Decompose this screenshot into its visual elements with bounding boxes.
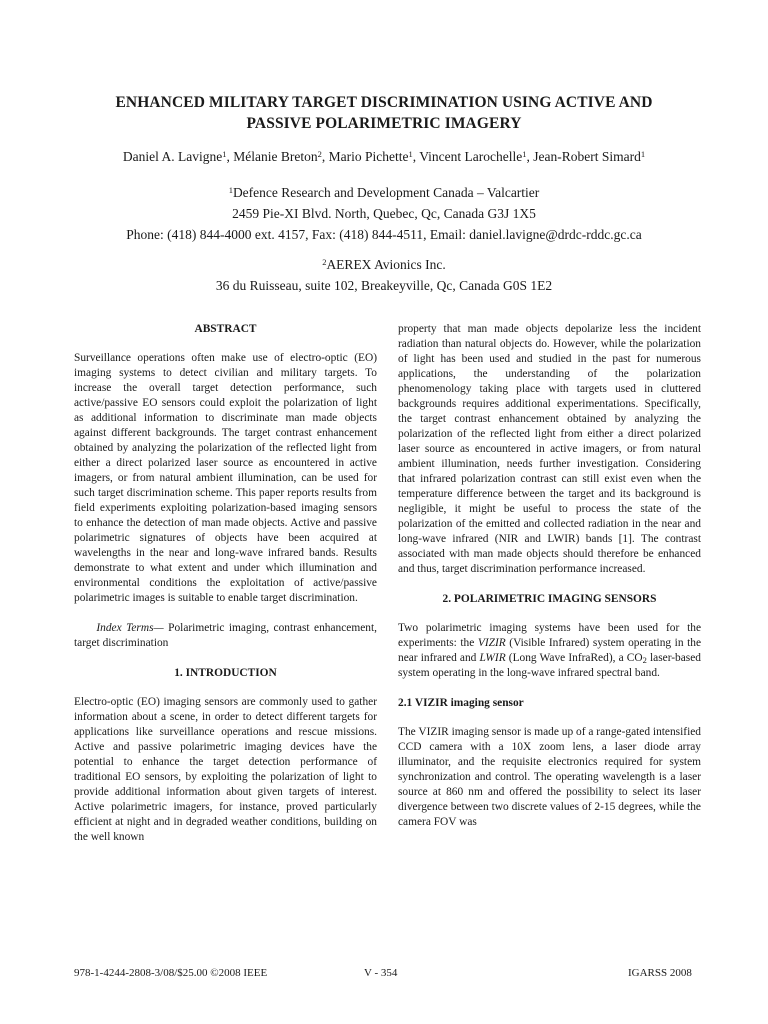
abstract-text: Surveillance operations often make use of electro-optic (EO) imaging systems to detect civilian and military targets. To increase the overall target detection performance, such active/passive EO sensors could exploit the polarization of light as additional information to discriminate man made objects against different backgrounds. The target contrast enhancement obtained by analyzing the polarization of the reflected light from either a direct polarized laser source as encountered in active imagers, or from natural ambient illumination, can be used for such target discrimination scheme. This paper reports results from field experiments exploiting polarization-based imaging sensors to enhance the detection of man made objects. Active and passive polarimetric signatures of objects have been acquired at wavelengths in the near and long-wave infrared bands. Results demonstrate to what extent and under which illumination and environmental conditions the exploitation of active/passive polarimetric images is suitable to enable target discrimination. [74,352,377,604]
vizir-text: The VIZIR imaging sensor is made up of a range-gated intensified CCD camera with a 10X zoom lens, a laser diode array illuminator, and the requisite electronics required for system synchronization and control. The operating wavelength is a laser source at 860 nm and offered the possibility to select its laser divergence between two discrete values of 2-15 degrees, while the camera FOV was [398,726,701,828]
footer-page-number: V - 354 [364,967,398,979]
footer-conference: IGARSS 2008 [628,967,692,979]
affiliation-org: AEREX Avionics Inc. [326,257,446,272]
title-line-2: PASSIVE POLARIMETRIC IMAGERY [246,115,522,132]
lwir-term: LWIR [479,652,506,664]
affiliation-org: Defence Research and Development Canada – Valcartier [232,185,540,200]
author-name: Mélanie Breton [233,149,318,164]
paper-title [60,92,708,134]
introduction-text: Electro-optic (EO) imaging sensors are commonly used to gather information about a scene, in order to detect different targets for applications like surveillance operations and rescue missions. Active and passive polarimetric imaging devices have the potential to enhance the target detection performance of traditional EO sensors, by exploiting the polarization of light to provide additional information about given targets of interest. Active polarimetric imagers, for instance, proved particularly efficient at night and in degraded weather conditions, building on the well known [74,696,377,843]
affiliation-number: 2 [322,257,327,267]
index-terms-text: Polarimetric imaging, contrast enhancement, target discrimination [74,622,377,649]
sensors-text-part: (Visible Infrared) system operating in the near infrared and [398,637,701,664]
left-column [74,322,377,845]
vizir-term: VIZIR [477,637,506,649]
vizir-subheading: 2.1 VIZIR imaging sensor [398,697,524,709]
author-affiliation-mark: 1 [522,149,527,159]
author-name: Daniel A. Lavigne [122,149,223,164]
affiliation-2 [40,254,728,296]
affiliation-contact: Phone: (418) 844-4000 ext. 4157, Fax: (418) 844-4511, Email: daniel.lavigne@drdc-rddc.gc.ca [126,227,642,242]
introduction-continued-text: property that man made objects depolarize less the incident radiation than natural objects do. However, while the polarization of light has been used and studied in the past for numerous applications, the understanding of the polarization phenomenology taking place with targets used in cluttered backgrounds requires additional experimentations. Specifically, the target contrast enhancement obtained by analyzing the polarization of the reflected light from either a direct polarized laser source as encountered in active imagers, or from natural ambient illumination, needs further investigation. Considering that infrared polarization contrast can still exist even when the temperature difference between the target and its background is negligible, it might be useful to process the state of the polarization of the emitted and collected radiation in the near and long-wave infrared (NIR and LWIR) bands [1]. The contrast associated with man made objects should therefore be enhanced and thus, target discrimination performance increased. [398,323,701,575]
author-name: Mario Pichette [328,149,409,164]
affiliation-address: 36 du Ruisseau, suite 102, Breakeyville, Qc, Canada G0S 1E2 [215,278,553,293]
co2-subscript: 2 [642,655,647,665]
author-affiliation-mark: 1 [222,149,227,159]
index-terms [74,621,377,651]
author-list: Daniel A. Lavigne$^1$, Mélanie Breton$^2$, Mario Pichette$^1$, Vincent Larochelle$^1$, Jean-Robert Simard$^1$ [122,149,646,164]
author-affiliation-mark: 1 [408,149,413,159]
sensors-heading: 2. POLARIMETRIC IMAGING SENSORS [442,593,657,605]
right-column [398,322,701,830]
sensors-text [398,621,701,681]
affiliation-1 [40,182,728,245]
footer-isbn: 978-1-4244-2808-3/08/$25.00 ©2008 IEEE [74,967,268,979]
abstract-heading: ABSTRACT [194,323,257,335]
author-affiliation-mark: 2 [317,149,322,159]
sensors-text-part: laser-based system operating in the long-wave infrared spectral band. [398,652,701,679]
affiliation-address: 2459 Pie-XI Blvd. North, Quebec, Qc, Canada G3J 1X5 [232,206,536,221]
title-line-1: ENHANCED MILITARY TARGET DISCRIMINATION USING ACTIVE AND [115,94,653,111]
introduction-heading: 1. INTRODUCTION [174,667,277,679]
index-terms-label: Index Terms— [96,622,164,634]
sensors-text-part: (Long Wave InfraRed), a CO [505,652,643,664]
author-affiliation-mark: 1 [640,149,646,159]
affiliation-number: 1 [228,185,233,195]
author-name: Jean-Robert Simard [533,149,641,164]
author-name: Vincent Larochelle [419,149,523,164]
sensors-text-part: Two polarimetric imaging systems have been used for the experiments: the [398,622,701,649]
